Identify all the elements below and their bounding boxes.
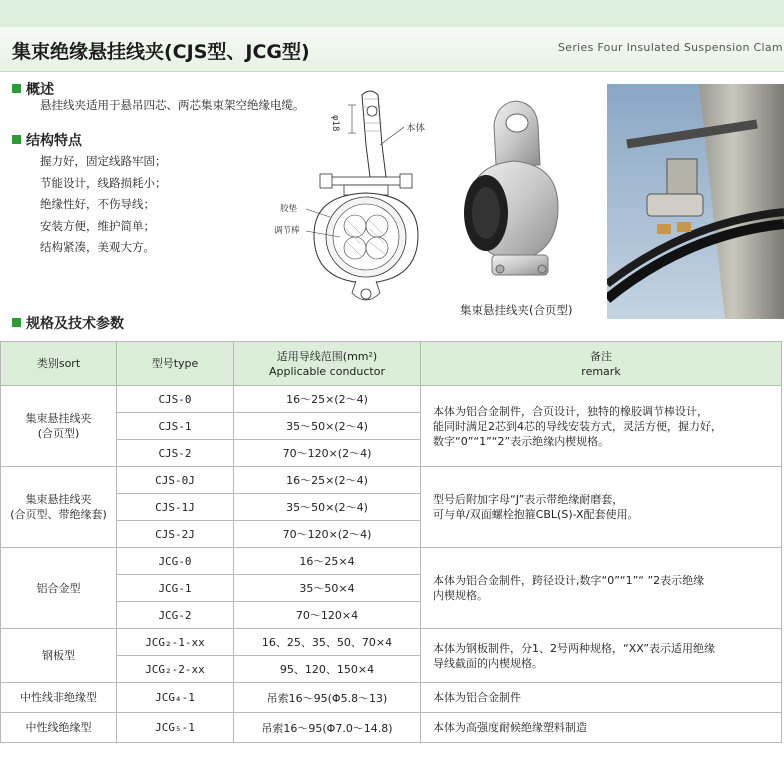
feature-item: 绝缘性好，不伤导线； <box>40 197 155 211</box>
remark-cell: 型号后附加字母“J”表示带绝缘耐磨套， 可与单/双面螺栓抱箍CBL(S)-X配套使用。 <box>421 467 782 548</box>
range-cell: 16、25、35、50、70×4 <box>234 629 421 656</box>
type-cell: JCG₂-1-xx <box>117 629 234 656</box>
feature-item: 安装方便，维护简单； <box>40 218 155 233</box>
category-cell: 中性线非绝缘型 <box>1 683 117 713</box>
table-row <box>1 467 782 494</box>
label-body: 本体 <box>406 123 426 134</box>
type-cell: CJS-0J <box>117 467 234 494</box>
category-cell: 中性线绝缘型 <box>1 713 117 743</box>
range-cell: 70～120×(2～4) <box>234 521 421 548</box>
specs-heading: 规格及技术参数 <box>12 313 124 333</box>
range-cell: 35～50×(2～4) <box>234 413 421 440</box>
range-cell: 吊索16～95(Φ5.8～13) <box>234 683 421 713</box>
page-subtitle-en: Series Four Insulated Suspension Clam <box>558 41 783 54</box>
header-remark: 备注 remark <box>421 342 782 386</box>
clamp-product-photo <box>452 95 577 290</box>
photo-caption: 集束悬挂线夹(合页型) <box>460 303 573 317</box>
overview-heading: 概述 <box>12 79 54 99</box>
category-cell: 钢板型 <box>1 629 117 683</box>
feature-item: 结构紧凑，美观大方。 <box>40 240 155 254</box>
page-title: 集束绝缘悬挂线夹(CJS型、JCG型) <box>12 41 310 63</box>
remark-cell: 本体为高强度耐候绝缘塑料制造 <box>421 713 782 743</box>
bullet-square-icon <box>12 318 21 327</box>
category-cell: 集束悬挂线夹 (合页型) <box>1 386 117 467</box>
range-cell: 16～25×4 <box>234 548 421 575</box>
type-cell: JCG-1 <box>117 575 234 602</box>
feature-item: 握力好，固定线路牢固； <box>40 154 167 168</box>
features-list <box>40 151 167 259</box>
table-row <box>1 683 782 713</box>
range-cell: 16～25×(2～4) <box>234 386 421 413</box>
title-bar <box>0 27 784 72</box>
header-range: 适用导线范围(mm²) Applicable conductor <box>234 342 421 386</box>
overview-text: 悬挂线夹适用于悬吊四芯、两芯集束架空绝缘电缆。 <box>40 98 305 112</box>
installation-photo <box>607 84 784 319</box>
type-cell: CJS-1J <box>117 494 234 521</box>
label-adjust-rod: 调节棒 <box>274 226 300 236</box>
remark-cell: 本体为钢板制件，分1、2号两种规格，“XX”表示适用绝缘 导线截面的内楔规格。 <box>421 629 782 683</box>
type-cell: JCG₂-2-xx <box>117 656 234 683</box>
type-cell: JCG₅-1 <box>117 713 234 743</box>
clamp-technical-drawing <box>274 85 440 310</box>
feature-item: 节能设计，线路损耗小； <box>40 175 167 190</box>
type-cell: JCG-2 <box>117 602 234 629</box>
type-cell: CJS-0 <box>117 386 234 413</box>
category-cell: 集束悬挂线夹 (合页型、带绝缘套) <box>1 467 117 548</box>
range-cell: 70～120×(2～4) <box>234 440 421 467</box>
table-row <box>1 713 782 743</box>
top-bar <box>0 0 784 27</box>
specs-table <box>0 341 782 743</box>
type-cell: JCG-0 <box>117 548 234 575</box>
dimension-label: φ18 <box>330 115 340 132</box>
pole-installation-photo <box>607 84 784 319</box>
header-sort: 类别sort <box>1 342 117 386</box>
bullet-square-icon <box>12 84 21 93</box>
label-rubber-pad: 胶垫 <box>280 204 298 214</box>
remark-cell: 本体为铝合金制件 <box>421 683 782 713</box>
table-header-row <box>1 342 782 386</box>
range-cell: 吊索16～95(Φ7.0～14.8) <box>234 713 421 743</box>
range-cell: 35～50×(2～4) <box>234 494 421 521</box>
technical-drawing-svg <box>300 85 440 310</box>
table-row <box>1 386 782 413</box>
range-cell: 16～25×(2～4) <box>234 467 421 494</box>
range-cell: 95、120、150×4 <box>234 656 421 683</box>
product-photo <box>452 95 577 290</box>
table-row <box>1 548 782 575</box>
range-cell: 70～120×4 <box>234 602 421 629</box>
type-cell: CJS-2J <box>117 521 234 548</box>
type-cell: JCG₄-1 <box>117 683 234 713</box>
remark-cell: 本体为铝合金制件，合页设计，独特的橡胶调节棒设计， 能同时满足2芯到4芯的导线安装方式，灵活方便，握力好， 数字“0”“1”“2”表示绝缘内楔规格。 <box>421 386 782 467</box>
header-type: 型号type <box>117 342 234 386</box>
type-cell: CJS-1 <box>117 413 234 440</box>
remark-cell: 本体为铝合金制件，跨径设计,数字“0”“1”“ ”2表示绝缘 内楔规格。 <box>421 548 782 629</box>
type-cell: CJS-2 <box>117 440 234 467</box>
features-heading: 结构特点 <box>12 130 82 150</box>
range-cell: 35～50×4 <box>234 575 421 602</box>
table-row <box>1 629 782 656</box>
bullet-square-icon <box>12 135 21 144</box>
category-cell: 铝合金型 <box>1 548 117 629</box>
